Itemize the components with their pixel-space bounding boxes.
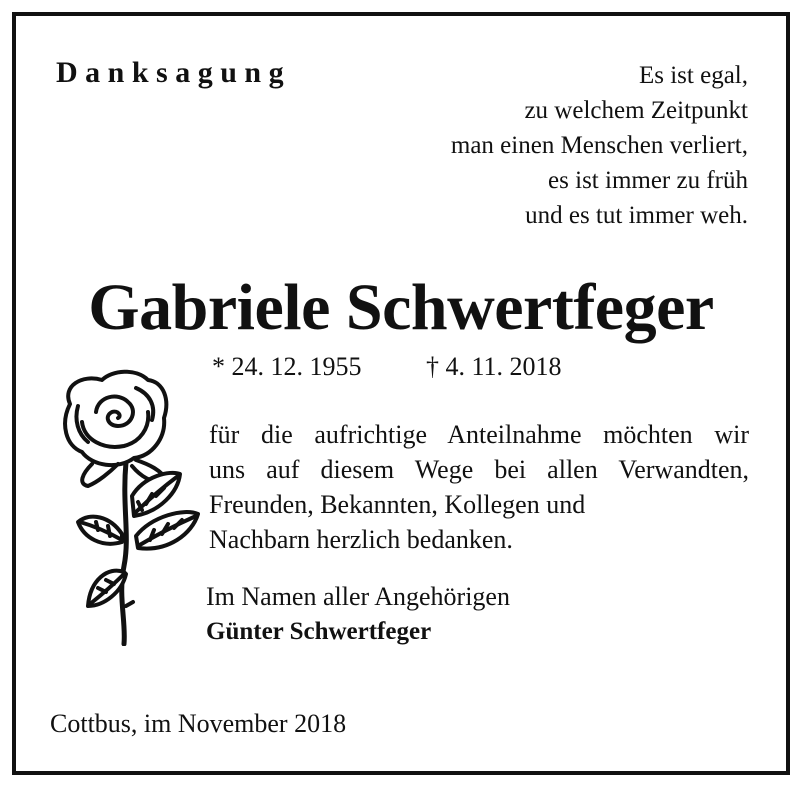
quote-block [328,58,748,233]
quote-line: man einen Menschen verliert, [450,132,748,159]
quote-line: es ist immer zu früh [548,167,748,194]
rose-icon [52,366,202,646]
death-date: † 4. 11. 2018 [426,352,562,381]
signature-name: Günter Schwertfeger [206,618,432,645]
message-line: Freunden, Bekannten, Kollegen und [209,490,586,519]
quote-line: und es tut immer weh. [525,202,748,229]
quote-line: zu welchem Zeitpunkt [524,97,748,124]
heading: Danksagung [56,56,292,89]
notice-frame [12,12,790,775]
signature-intro: Im Namen aller Angehörigen [206,582,510,611]
birth-date: * 24. 12. 1955 [212,352,362,381]
place-date-footer: Cottbus, im November 2018 [50,709,347,738]
quote-line: Es ist egal, [638,62,748,89]
message-body [209,417,749,557]
message-line: uns auf diesem Wege bei allen Verwandten, [209,455,749,484]
message-line: für die aufrichtige Anteilnahme möchten wir [209,420,749,449]
message-line: Nachbarn herzlich bedanken. [209,525,513,554]
deceased-name: Gabriele Schwertfeger [88,271,714,344]
